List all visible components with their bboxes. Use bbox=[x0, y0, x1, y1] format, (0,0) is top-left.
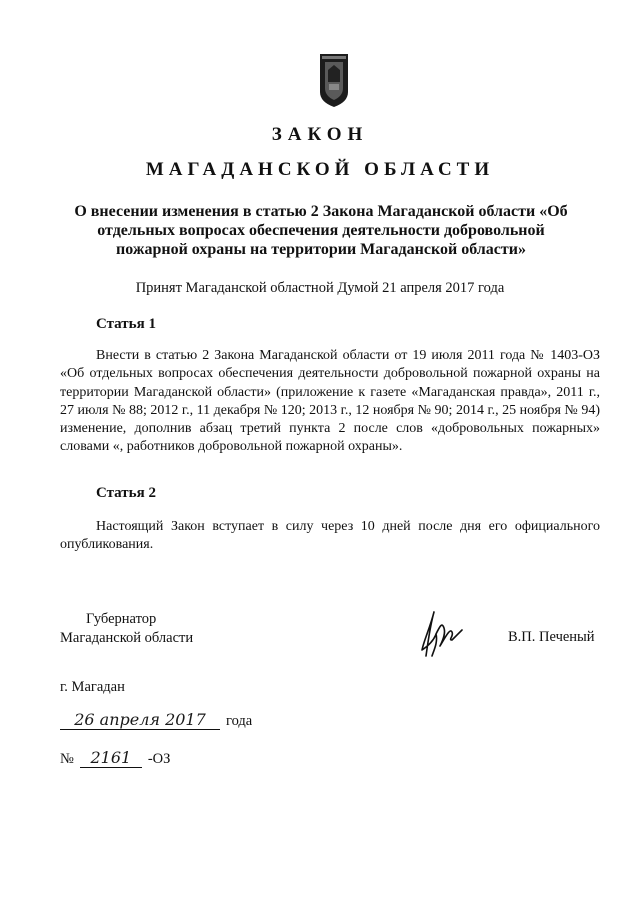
law-subject: О внесении изменения в статью 2 Закона Магаданской области «Об отдельных вопросах обеспечения деятельности добровольной пожарной охраны на территории Магаданской области» bbox=[74, 203, 568, 258]
law-number-line bbox=[60, 749, 170, 768]
document-type-title: ЗАКОН bbox=[271, 124, 369, 145]
article-2-heading: Статья 2 bbox=[96, 485, 156, 501]
date-line bbox=[60, 711, 252, 730]
adoption-line: Принят Магаданской областной Думой 21 апреля 2017 года bbox=[135, 280, 505, 296]
number-prefix: № bbox=[60, 751, 74, 767]
signatory-position bbox=[60, 610, 193, 647]
coat-of-arms-icon bbox=[317, 52, 351, 108]
position-line-2: Магаданской области bbox=[60, 629, 194, 646]
signatory-name: В.П. Печеный bbox=[508, 629, 595, 645]
article-2-text: Настоящий Закон вступает в силу через 10 дней после дня его официального опубликования. bbox=[60, 519, 600, 553]
number-suffix: -ОЗ bbox=[147, 751, 171, 767]
date-suffix: года bbox=[226, 713, 253, 729]
handwritten-date: 26 апреля 2017 bbox=[60, 711, 220, 730]
article-1-heading: Статья 1 bbox=[96, 316, 156, 332]
region-title: МАГАДАНСКОЙ ОБЛАСТИ bbox=[145, 159, 495, 180]
handwritten-number: 2161 bbox=[80, 749, 142, 768]
city-label: г. Магадан bbox=[60, 679, 125, 695]
article-1-text: Внести в статью 2 Закона Магаданской области от 19 июля 2011 года № 1403-ОЗ «Об отдельных вопросах обеспечения деятельности добровольной пожарной охраны на территории Магаданской области» (приложение к газете «Магаданская правда», 2011 г., 27 июля № 88; 2012 г., 11 декабря № 120; 2013 г., 12 ноября № 90; 2014 г., 25 ноября № 94) изменение, дополнив абзац третий пункта 2 после слов «добровольных пожарных» словами «, работников добровольной пожарной охраны». bbox=[60, 348, 600, 455]
position-line-1: Губернатор bbox=[86, 611, 157, 627]
handwritten-signature-icon bbox=[418, 606, 466, 660]
